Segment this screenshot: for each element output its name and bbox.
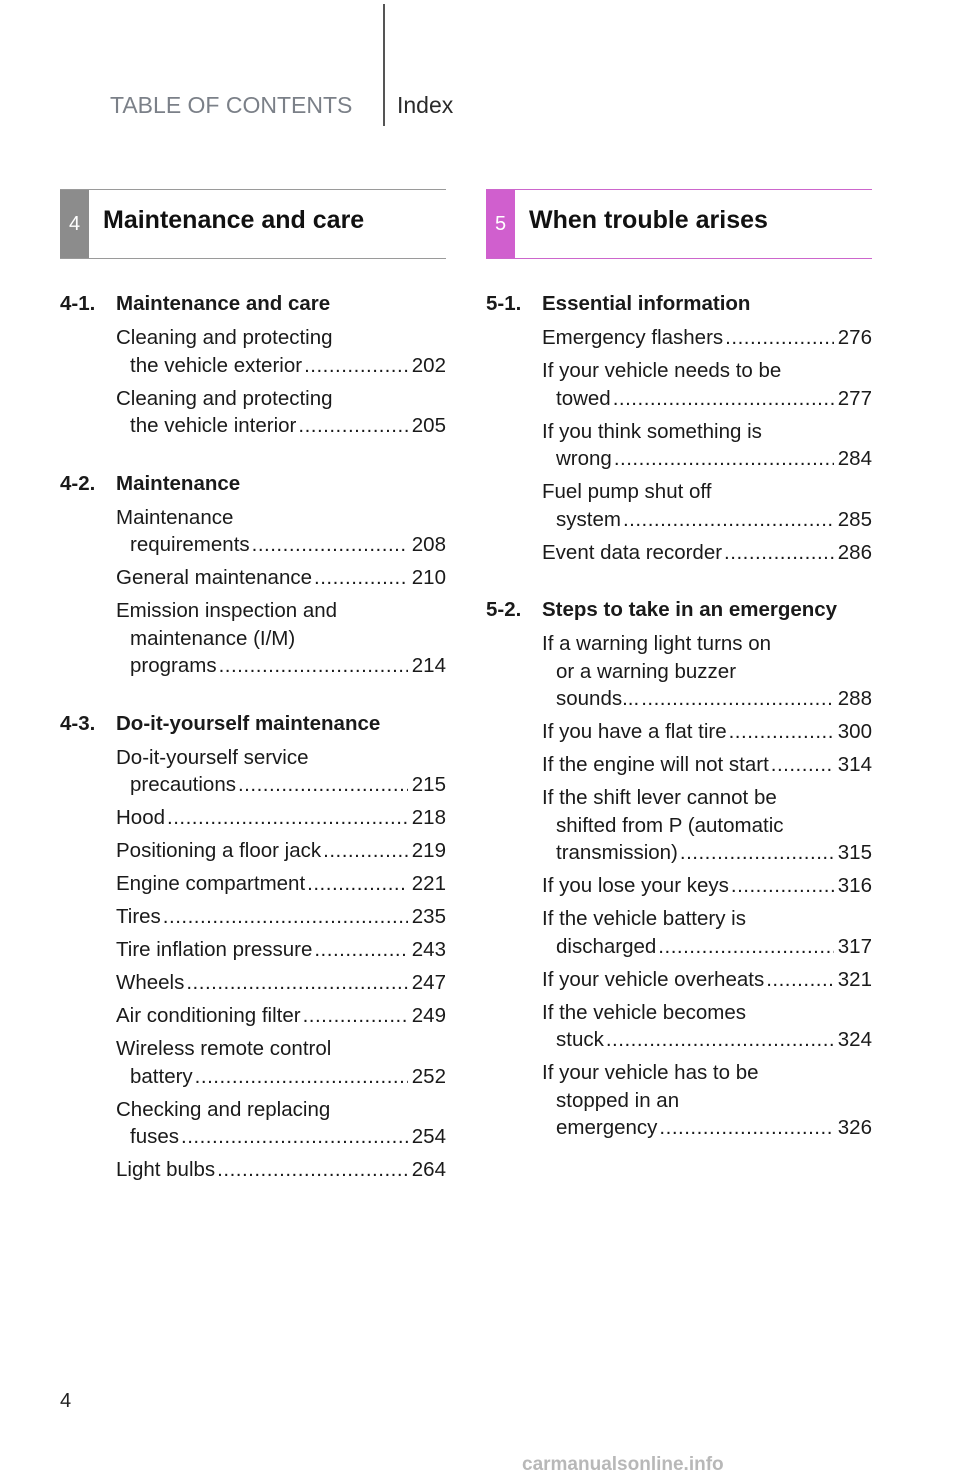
section-heading[interactable] xyxy=(60,470,446,498)
entry-title-line: sounds... xyxy=(556,687,640,710)
dot-leader xyxy=(766,966,834,994)
entry-page-number: 276 xyxy=(837,326,872,349)
chapter-4-column xyxy=(60,189,446,1214)
entry-page-number: 284 xyxy=(837,447,872,470)
entry-last-line xyxy=(116,870,446,898)
entry-title-line: battery xyxy=(130,1064,193,1088)
toc-entry[interactable] xyxy=(116,1002,446,1030)
entry-title-line: towed xyxy=(556,386,611,410)
entry-title-line: stopped in an xyxy=(556,1088,680,1112)
footer-watermark: carmanualsonline.info xyxy=(522,1454,724,1475)
entry-last-line xyxy=(542,966,872,994)
entry-title-line: Cleaning and protecting xyxy=(116,386,333,410)
toc-entry[interactable] xyxy=(116,744,446,799)
entry-title-line: If the shift lever cannot be xyxy=(542,786,777,809)
entry-last-line xyxy=(542,506,872,534)
section-heading[interactable] xyxy=(60,290,446,318)
section-number: 4-3. xyxy=(60,711,96,735)
chapter-title: When trouble arises xyxy=(529,206,768,234)
section-heading[interactable] xyxy=(60,710,446,738)
toc-entry[interactable] xyxy=(542,630,872,713)
entry-last-line xyxy=(116,837,446,865)
toc-entry[interactable] xyxy=(542,539,872,567)
toc-entry[interactable] xyxy=(116,837,446,865)
entry-last-line xyxy=(542,751,872,779)
entry-last-line xyxy=(542,539,872,567)
entry-title-line: General maintenance xyxy=(116,566,313,589)
nav-index-link[interactable]: Index xyxy=(397,92,454,118)
toc-entry[interactable] xyxy=(116,870,446,898)
toc-entry[interactable] xyxy=(542,357,872,412)
entry-title-line: system xyxy=(556,507,621,531)
entry-title-line: If your vehicle needs to be xyxy=(542,359,782,382)
dot-leader xyxy=(186,969,407,997)
entry-title-line: transmission) xyxy=(556,841,678,864)
entry-title-line: If a warning light turns on xyxy=(542,632,772,655)
toc-entry[interactable] xyxy=(542,478,872,533)
entry-page-number: 205 xyxy=(411,414,446,437)
entry-page-number: 252 xyxy=(411,1064,446,1088)
entry-title-line: requirements xyxy=(130,533,250,556)
toc-entry[interactable] xyxy=(116,564,446,592)
dot-leader xyxy=(729,718,834,746)
entry-title-line: Fuel pump shut off xyxy=(542,480,712,503)
entry-title-line: Emergency flashers xyxy=(542,326,724,349)
dot-leader xyxy=(303,1002,408,1030)
toc-entry[interactable] xyxy=(542,718,872,746)
entry-last-line xyxy=(542,933,872,961)
entry-page-number: 218 xyxy=(411,806,446,829)
dot-leader xyxy=(252,531,408,559)
entry-last-line xyxy=(542,718,872,746)
toc-entry[interactable] xyxy=(542,905,872,960)
entry-title-line: emergency xyxy=(556,1116,658,1139)
entry-last-line xyxy=(116,352,446,380)
entry-page-number: 285 xyxy=(837,507,872,531)
dot-leader xyxy=(167,804,408,832)
section-title: Do-it-yourself maintenance xyxy=(116,711,381,735)
entry-page-number: 215 xyxy=(411,773,446,796)
entry-page-number: 247 xyxy=(411,971,446,994)
entry-title-line: Emission inspection and xyxy=(116,599,338,622)
entry-title-line: stuck xyxy=(556,1028,604,1051)
dot-leader xyxy=(238,771,408,799)
entry-title-line: If the vehicle battery is xyxy=(542,907,746,930)
chapter-title: Maintenance and care xyxy=(103,206,365,234)
dot-leader xyxy=(304,352,408,380)
entry-page-number: 254 xyxy=(411,1125,446,1148)
entry-title-line: wrong xyxy=(556,447,612,470)
entry-last-line xyxy=(116,531,446,559)
dot-leader xyxy=(731,872,834,900)
entry-page-number: 208 xyxy=(411,533,446,556)
entry-last-line xyxy=(542,1026,872,1054)
entry-last-line xyxy=(116,936,446,964)
nav-table-of-contents-link[interactable]: TABLE OF CONTENTS xyxy=(110,92,353,118)
entry-page-number: 326 xyxy=(837,1116,872,1139)
dot-leader xyxy=(614,445,834,473)
dot-leader xyxy=(181,1123,408,1151)
toc-entry[interactable] xyxy=(116,1096,446,1151)
toc-entry[interactable] xyxy=(542,999,872,1054)
entry-title-line: If the engine will not start xyxy=(542,753,769,776)
entry-title-line: If the vehicle becomes xyxy=(542,1000,746,1024)
entry-title-line: If your vehicle has to be xyxy=(542,1061,759,1084)
entry-title-line: Wireless remote control xyxy=(116,1037,332,1060)
page-number: 4 xyxy=(60,1390,72,1412)
entry-title-line: discharged xyxy=(556,934,657,958)
toc-entry[interactable] xyxy=(116,936,446,964)
entry-page-number: 315 xyxy=(837,841,872,864)
chapter-header[interactable] xyxy=(486,189,872,259)
dot-leader xyxy=(680,839,834,867)
entry-title-line: Air conditioning filter xyxy=(116,1004,301,1027)
entry-title-line: fuses xyxy=(130,1125,179,1148)
entry-page-number: 324 xyxy=(837,1028,872,1051)
entry-last-line xyxy=(116,903,446,931)
entry-last-line xyxy=(542,385,872,413)
entry-page-number: 219 xyxy=(411,839,446,862)
entry-last-line xyxy=(116,1123,446,1151)
toc-entry[interactable] xyxy=(116,504,446,559)
entry-title-line: the vehicle exterior xyxy=(130,353,303,377)
dot-leader xyxy=(641,685,834,713)
entry-last-line xyxy=(116,804,446,832)
entry-page-number: 202 xyxy=(411,353,446,377)
toc-entry[interactable] xyxy=(542,418,872,473)
section-list xyxy=(486,290,872,1142)
entry-page-number: 316 xyxy=(837,874,872,897)
entry-page-number: 286 xyxy=(837,540,872,564)
entry-title-line: If you think something is xyxy=(542,419,762,443)
dot-leader xyxy=(217,1156,408,1184)
section-number: 5-2. xyxy=(486,598,522,621)
dot-leader xyxy=(219,652,408,680)
section-list xyxy=(60,290,446,1184)
entry-page-number: 314 xyxy=(837,753,872,776)
entry-title-line: Engine compartment xyxy=(116,872,306,895)
entry-page-number: 249 xyxy=(411,1004,446,1027)
entry-last-line xyxy=(542,1114,872,1142)
entry-last-line xyxy=(116,1002,446,1030)
section-title: Maintenance xyxy=(116,471,241,495)
entry-title-line: Maintenance xyxy=(116,505,234,529)
entry-title-line: or a warning buzzer xyxy=(556,659,737,683)
entry-last-line xyxy=(116,969,446,997)
entry-page-number: 317 xyxy=(837,934,872,958)
entry-page-number: 214 xyxy=(411,654,446,677)
chapter-5-column xyxy=(486,189,872,1172)
entry-last-line xyxy=(542,685,872,713)
dot-leader xyxy=(606,1026,834,1054)
toc-entry[interactable] xyxy=(116,597,446,680)
dot-leader xyxy=(314,564,408,592)
toc-entry[interactable] xyxy=(542,784,872,867)
toc-section xyxy=(486,290,872,566)
dot-leader xyxy=(307,870,408,898)
entry-page-number: 235 xyxy=(411,905,446,928)
entry-title-line: Do-it-yourself service xyxy=(116,745,309,769)
entry-page-number: 288 xyxy=(837,687,872,710)
toc-entry[interactable] xyxy=(542,751,872,779)
entry-last-line xyxy=(542,324,872,352)
toc-entry[interactable] xyxy=(116,324,446,379)
entry-title-line: If you lose your keys xyxy=(542,874,729,897)
dot-leader xyxy=(613,385,834,413)
entry-title-line: Tires xyxy=(116,905,161,928)
dot-leader xyxy=(725,324,834,352)
entry-last-line xyxy=(542,445,872,473)
entry-last-line xyxy=(542,872,872,900)
toc-entry[interactable] xyxy=(116,1035,446,1090)
section-title: Steps to take in an emergency xyxy=(542,598,838,621)
entry-title-line: Event data recorder xyxy=(542,540,723,564)
entry-last-line xyxy=(116,412,446,440)
toc-entry[interactable] xyxy=(116,969,446,997)
entry-title-line: shifted from P (automatic xyxy=(556,813,784,837)
entry-title-line: Tire inflation pressure xyxy=(116,938,313,961)
chapter-number-badge: 4 xyxy=(60,190,89,258)
entry-title-line: the vehicle interior xyxy=(130,414,297,437)
dot-leader xyxy=(771,751,834,779)
entry-title-line: Hood xyxy=(116,806,166,829)
entry-page-number: 243 xyxy=(411,938,446,961)
dot-leader xyxy=(658,933,833,961)
dot-leader xyxy=(163,903,408,931)
toc-section xyxy=(60,290,446,440)
entry-page-number: 210 xyxy=(411,566,446,589)
entry-title-line: If you have a flat tire xyxy=(542,720,727,743)
dot-leader xyxy=(323,837,408,865)
toc-entry[interactable] xyxy=(116,804,446,832)
entry-page-number: 221 xyxy=(411,872,446,895)
toc-section xyxy=(486,596,872,1142)
toc-entry[interactable] xyxy=(116,1156,446,1184)
toc-section xyxy=(60,710,446,1184)
entry-last-line xyxy=(116,1063,446,1091)
entry-page-number: 321 xyxy=(837,967,872,991)
dot-leader xyxy=(314,936,407,964)
dot-leader xyxy=(298,412,407,440)
entry-last-line xyxy=(116,1156,446,1184)
entry-page-number: 277 xyxy=(837,386,872,410)
toc-entry[interactable] xyxy=(542,872,872,900)
toc-entry[interactable] xyxy=(542,1059,872,1142)
toc-entry[interactable] xyxy=(542,324,872,352)
entry-page-number: 264 xyxy=(411,1158,446,1181)
entry-title-line: Wheels xyxy=(116,971,185,994)
entry-last-line xyxy=(116,564,446,592)
section-number: 5-1. xyxy=(486,292,522,315)
entry-title-line: Checking and replacing xyxy=(116,1097,331,1121)
entry-title-line: If your vehicle overheats xyxy=(542,967,765,991)
entry-last-line xyxy=(542,839,872,867)
section-heading[interactable] xyxy=(486,596,872,624)
chapter-header[interactable] xyxy=(60,189,446,259)
entry-page-number: 300 xyxy=(837,720,872,743)
entry-title-line: Cleaning and protecting xyxy=(116,326,333,349)
chapter-number-badge: 5 xyxy=(486,190,515,258)
entry-title-line: precautions xyxy=(130,773,236,796)
section-title: Essential information xyxy=(542,292,751,315)
entry-title-line: maintenance (I/M) xyxy=(130,626,296,650)
nav-divider xyxy=(383,4,385,126)
toc-entry[interactable] xyxy=(542,966,872,994)
section-title: Maintenance and care xyxy=(116,292,331,315)
dot-leader xyxy=(724,539,834,567)
toc-entry[interactable] xyxy=(116,385,446,440)
entry-title-line: Positioning a floor jack xyxy=(116,839,322,862)
section-number: 4-1. xyxy=(60,292,96,315)
section-heading[interactable] xyxy=(486,290,872,318)
entry-last-line xyxy=(116,771,446,799)
dot-leader xyxy=(659,1114,833,1142)
dot-leader xyxy=(195,1063,408,1091)
entry-title-line: Light bulbs xyxy=(116,1158,216,1181)
toc-section xyxy=(60,470,446,680)
toc-entry[interactable] xyxy=(116,903,446,931)
section-number: 4-2. xyxy=(60,471,96,495)
entry-title-line: programs xyxy=(130,654,217,677)
dot-leader xyxy=(623,506,834,534)
entry-last-line xyxy=(116,652,446,680)
